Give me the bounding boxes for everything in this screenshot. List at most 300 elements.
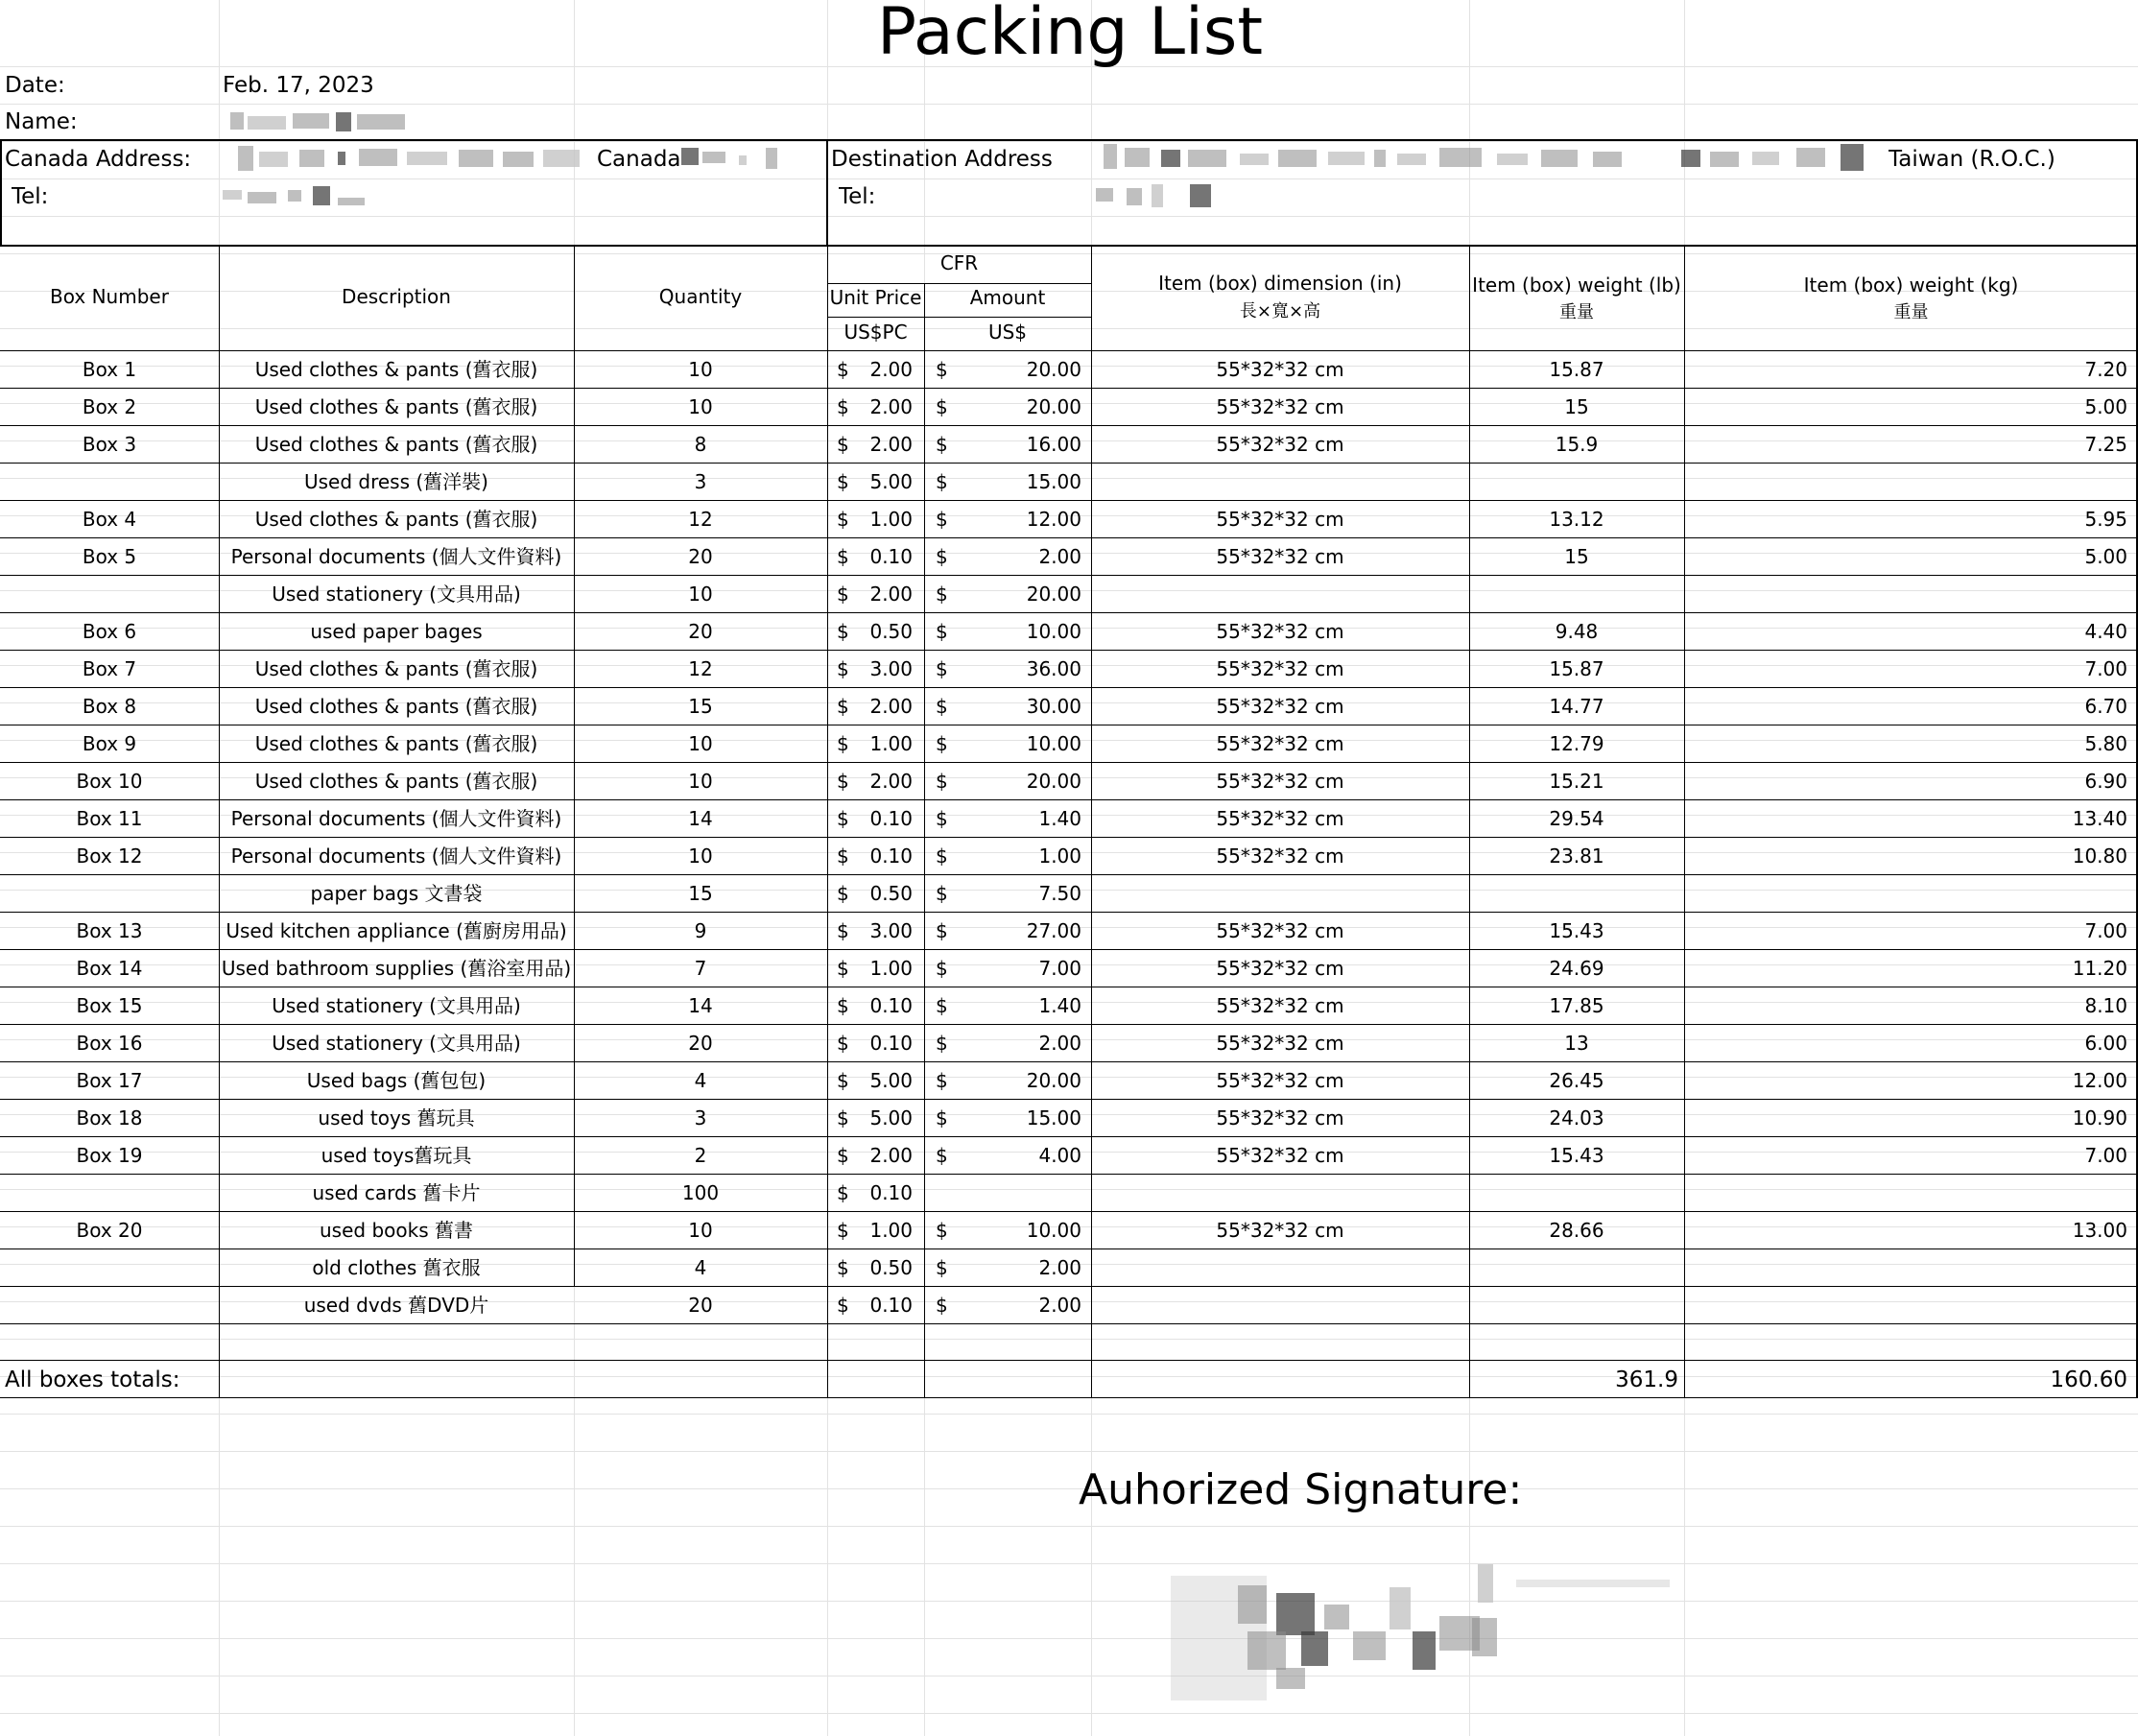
item-description: Used clothes & pants (舊衣服): [254, 695, 538, 718]
unit-price-symbol: $: [837, 844, 849, 868]
box-dimension: 55*32*32 cm: [1216, 545, 1344, 568]
item-quantity: 12: [688, 657, 713, 680]
box-dimension: [1091, 464, 1469, 501]
box-number: [0, 1287, 219, 1324]
box-dimension: 55*32*32 cm: [1216, 732, 1344, 755]
amount-symbol: $: [936, 358, 948, 381]
amount-value: 7.00: [1038, 957, 1081, 980]
box-dimension: 55*32*32 cm: [1216, 1032, 1344, 1055]
box-dimension: [1091, 1249, 1469, 1287]
amount-symbol: $: [936, 657, 948, 680]
gridline-horizontal: [0, 1563, 2138, 1564]
item-quantity: 14: [688, 994, 713, 1017]
item-description: Used bags (舊包包): [306, 1069, 487, 1092]
box-weight-kg: 6.90: [2084, 770, 2127, 793]
item-quantity: 2: [694, 1144, 707, 1167]
box-weight-kg: 4.40: [2084, 620, 2127, 643]
box-weight-lb: 24.69: [1549, 957, 1604, 980]
item-quantity: 15: [688, 882, 713, 905]
item-quantity: 20: [688, 1032, 713, 1055]
box-weight-kg: 7.00: [2084, 657, 2127, 680]
unit-price-symbol: $: [837, 1144, 849, 1167]
box-dimension: 55*32*32 cm: [1216, 994, 1344, 1017]
box-dimension: 55*32*32 cm: [1216, 1144, 1344, 1167]
item-description: Used clothes & pants (舊衣服): [254, 395, 538, 418]
item-quantity: 10: [688, 1219, 713, 1242]
unit-price-value: 0.10: [869, 807, 913, 830]
gridline-horizontal: [0, 1526, 2138, 1527]
item-quantity: 3: [694, 1106, 707, 1130]
amount-value: 20.00: [1026, 770, 1081, 793]
box-weight-kg: 5.80: [2084, 732, 2127, 755]
item-description: Used clothes & pants (舊衣服): [254, 732, 538, 755]
totals-label: All boxes totals:: [5, 1367, 180, 1392]
border-line: [826, 139, 828, 246]
amount-value: 30.00: [1026, 695, 1081, 718]
unit-price-value: 0.10: [869, 1032, 913, 1055]
item-quantity: 15: [688, 695, 713, 718]
amount-symbol: $: [936, 508, 948, 531]
box-dimension: 55*32*32 cm: [1216, 919, 1344, 942]
amount-value: 10.00: [1026, 1219, 1081, 1242]
header-weight-kg: Item (box) weight (kg): [1803, 273, 2019, 297]
unit-price-symbol: $: [837, 882, 849, 905]
item-description: Used dress (舊洋裝): [303, 470, 488, 493]
item-description: Used clothes & pants (舊衣服): [254, 508, 538, 531]
box-number: Box 10: [76, 770, 143, 793]
signature-label: Auhorized Signature:: [1079, 1465, 1523, 1514]
destination-country: Taiwan (R.O.C.): [1889, 147, 2055, 172]
item-quantity: 10: [688, 770, 713, 793]
unit-price-symbol: $: [837, 583, 849, 606]
amount-value: 2.00: [1038, 1032, 1081, 1055]
box-weight-kg: 5.95: [2084, 508, 2127, 531]
box-weight-kg: 6.70: [2084, 695, 2127, 718]
box-weight-lb: [1469, 464, 1684, 501]
canada-country: Canada: [597, 147, 681, 172]
box-number: Box 19: [76, 1144, 143, 1167]
unit-price-symbol: $: [837, 657, 849, 680]
item-description: Used clothes & pants (舊衣服): [254, 433, 538, 456]
item-quantity: 100: [681, 1181, 720, 1204]
item-quantity: 10: [688, 583, 713, 606]
amount-symbol: $: [936, 545, 948, 568]
unit-price-value: 0.10: [869, 844, 913, 868]
box-dimension: 55*32*32 cm: [1216, 957, 1344, 980]
box-weight-kg: 6.00: [2084, 1032, 2127, 1055]
box-dimension: 55*32*32 cm: [1216, 1106, 1344, 1130]
box-number: [0, 1175, 219, 1212]
header-description: Description: [342, 285, 451, 308]
item-quantity: 9: [694, 919, 707, 942]
box-weight-lb: 29.54: [1549, 807, 1604, 830]
date-value: Feb. 17, 2023: [223, 73, 374, 98]
amount-symbol: $: [936, 1144, 948, 1167]
destination-address-label: Destination Address: [831, 147, 1053, 172]
box-dimension: 55*32*32 cm: [1216, 433, 1344, 456]
box-weight-kg: 10.90: [2072, 1106, 2127, 1130]
unit-price-symbol: $: [837, 395, 849, 418]
box-weight-kg: 11.20: [2072, 957, 2127, 980]
item-quantity: 10: [688, 844, 713, 868]
box-dimension: 55*32*32 cm: [1216, 620, 1344, 643]
unit-price-symbol: $: [837, 1294, 849, 1317]
box-weight-kg: [1684, 1249, 2127, 1287]
box-number: Box 18: [76, 1106, 143, 1130]
item-description: used toys 舊玩具: [318, 1106, 475, 1130]
gridline-horizontal: [0, 1713, 2138, 1714]
box-number: Box 2: [82, 395, 137, 418]
unit-price-value: 0.50: [869, 620, 913, 643]
box-number: Box 3: [82, 433, 137, 456]
unit-price-symbol: $: [837, 470, 849, 493]
amount-symbol: $: [936, 882, 948, 905]
header-unit-price-currency: US$PC: [843, 321, 908, 344]
gridline-horizontal: [0, 1488, 2138, 1489]
unit-price-symbol: $: [837, 1032, 849, 1055]
box-weight-lb: 15: [1564, 545, 1589, 568]
box-weight-kg: [1684, 464, 2127, 501]
item-description: Personal documents (個人文件資料): [230, 545, 562, 568]
item-description: used cards 舊卡片: [312, 1181, 481, 1204]
box-weight-lb: 15.9: [1555, 433, 1599, 456]
box-weight-lb: [1469, 576, 1684, 613]
unit-price-symbol: $: [837, 433, 849, 456]
box-number: Box 5: [82, 545, 137, 568]
box-weight-kg: 7.00: [2084, 919, 2127, 942]
amount-symbol: $: [936, 957, 948, 980]
box-weight-lb: 9.48: [1555, 620, 1599, 643]
box-weight-kg: 7.20: [2084, 358, 2127, 381]
amount-symbol: $: [936, 732, 948, 755]
unit-price-value: 2.00: [869, 770, 913, 793]
box-weight-kg: 5.00: [2084, 395, 2127, 418]
item-quantity: 20: [688, 545, 713, 568]
unit-price-symbol: $: [837, 994, 849, 1017]
item-description: Used kitchen appliance (舊廚房用品): [226, 919, 567, 942]
unit-price-value: 0.10: [869, 994, 913, 1017]
box-weight-lb: 14.77: [1549, 695, 1604, 718]
amount-value: 12.00: [1026, 508, 1081, 531]
border-line: [0, 139, 2, 246]
unit-price-value: 0.10: [869, 1294, 913, 1317]
amount-value: 10.00: [1026, 732, 1081, 755]
box-weight-kg: [1684, 1287, 2127, 1324]
box-weight-kg: [1684, 1175, 2127, 1212]
item-description: old clothes 舊衣服: [312, 1256, 481, 1279]
item-description: Used stationery (文具用品): [272, 994, 521, 1017]
box-number: Box 7: [82, 657, 137, 680]
box-weight-lb: 15.43: [1549, 919, 1604, 942]
box-weight-lb: 17.85: [1549, 994, 1604, 1017]
unit-price-value: 1.00: [869, 1219, 913, 1242]
unit-price-value: 5.00: [869, 1069, 913, 1092]
amount-symbol: $: [936, 620, 948, 643]
amount-symbol: $: [936, 994, 948, 1017]
total-weight-kg: 160.60: [2050, 1367, 2127, 1392]
amount-value: 7.50: [1038, 882, 1081, 905]
unit-price-value: 0.50: [869, 882, 913, 905]
unit-price-value: 2.00: [869, 395, 913, 418]
box-number: [0, 464, 219, 501]
box-number: Box 9: [82, 732, 137, 755]
amount-value: 16.00: [1026, 433, 1081, 456]
item-quantity: 7: [694, 957, 707, 980]
amount-symbol: $: [936, 1219, 948, 1242]
unit-price-symbol: $: [837, 545, 849, 568]
box-weight-kg: [1684, 875, 2127, 913]
box-dimension: 55*32*32 cm: [1216, 1219, 1344, 1242]
box-weight-kg: 13.00: [2072, 1219, 2127, 1242]
unit-price-symbol: $: [837, 1256, 849, 1279]
box-number: [0, 875, 219, 913]
box-number: Box 20: [76, 1219, 143, 1242]
box-dimension: 55*32*32 cm: [1216, 508, 1344, 531]
box-weight-lb: 23.81: [1549, 844, 1604, 868]
box-weight-lb: [1469, 1287, 1684, 1324]
box-number: Box 14: [76, 957, 143, 980]
amount-value: 2.00: [1038, 1256, 1081, 1279]
item-description: Personal documents (個人文件資料): [230, 844, 562, 868]
box-weight-kg: 7.25: [2084, 433, 2127, 456]
gridline-horizontal: [0, 178, 2138, 179]
box-number: [0, 1249, 219, 1287]
border-line: [827, 317, 1091, 318]
amount-symbol: $: [936, 1069, 948, 1092]
border-line: [0, 1360, 2138, 1361]
tel-label-left: Tel:: [12, 184, 49, 209]
box-number: [0, 576, 219, 613]
box-weight-lb: [1469, 1175, 1684, 1212]
amount-symbol: $: [936, 844, 948, 868]
box-weight-lb: 12.79: [1549, 732, 1604, 755]
header-unit-price: Unit Price: [829, 286, 922, 309]
amount-value: 1.40: [1038, 807, 1081, 830]
item-quantity: 14: [688, 807, 713, 830]
header-dimension: Item (box) dimension (in): [1158, 272, 1402, 295]
unit-price-symbol: $: [837, 919, 849, 942]
unit-price-value: 5.00: [869, 1106, 913, 1130]
unit-price-symbol: $: [837, 770, 849, 793]
unit-price-symbol: $: [837, 695, 849, 718]
box-weight-lb: [1469, 875, 1684, 913]
box-dimension: 55*32*32 cm: [1216, 844, 1344, 868]
box-dimension: 55*32*32 cm: [1216, 395, 1344, 418]
amount-symbol: $: [936, 1106, 948, 1130]
header-box-number: Box Number: [50, 285, 169, 308]
box-dimension: 55*32*32 cm: [1216, 657, 1344, 680]
border-line: [0, 245, 2138, 247]
item-description: Used clothes & pants (舊衣服): [254, 358, 538, 381]
item-quantity: 10: [688, 395, 713, 418]
item-description: used dvds 舊DVD片: [303, 1294, 489, 1317]
item-quantity: 8: [694, 433, 707, 456]
unit-price-value: 0.10: [869, 1181, 913, 1204]
border-line: [1469, 246, 1470, 351]
unit-price-symbol: $: [837, 957, 849, 980]
box-dimension: [1091, 1287, 1469, 1324]
box-weight-lb: 15.87: [1549, 358, 1604, 381]
item-description: paper bags 文書袋: [310, 882, 483, 905]
header-weight-kg-sub: 重量: [1893, 302, 1929, 322]
box-number: Box 13: [76, 919, 143, 942]
item-quantity: 10: [688, 732, 713, 755]
gridline-horizontal: [0, 1601, 2138, 1602]
gridline-horizontal: [0, 216, 2138, 217]
amount-symbol: $: [936, 807, 948, 830]
amount-symbol: $: [936, 1294, 948, 1317]
amount-value: 15.00: [1026, 1106, 1081, 1130]
header-weight-lb: Item (box) weight (lb): [1472, 273, 1681, 297]
item-quantity: 10: [688, 358, 713, 381]
total-weight-lb: 361.9: [1615, 1367, 1678, 1392]
unit-price-value: 2.00: [869, 583, 913, 606]
header-quantity: Quantity: [658, 285, 743, 308]
unit-price-value: 1.00: [869, 732, 913, 755]
amount-symbol: $: [936, 395, 948, 418]
unit-price-symbol: $: [837, 620, 849, 643]
unit-price-symbol: $: [837, 1069, 849, 1092]
unit-price-symbol: $: [837, 358, 849, 381]
box-number: Box 6: [82, 620, 137, 643]
box-weight-kg: [1684, 576, 2127, 613]
amount-value: 2.00: [1038, 1294, 1081, 1317]
unit-price-value: 2.00: [869, 358, 913, 381]
gridline-horizontal: [0, 1638, 2138, 1639]
header-amount: Amount: [969, 286, 1046, 309]
amount-symbol: $: [936, 433, 948, 456]
border-line: [1684, 246, 1685, 351]
box-weight-lb: 15: [1564, 395, 1589, 418]
box-weight-lb: 26.45: [1549, 1069, 1604, 1092]
amount-value: 15.00: [1026, 470, 1081, 493]
unit-price-symbol: $: [837, 508, 849, 531]
amount-value: 20.00: [1026, 358, 1081, 381]
amount-value: 36.00: [1026, 657, 1081, 680]
item-description: Used clothes & pants (舊衣服): [254, 770, 538, 793]
item-quantity: 20: [688, 1294, 713, 1317]
box-weight-kg: 8.10: [2084, 994, 2127, 1017]
date-label: Date:: [5, 73, 65, 98]
header-cfr: CFR: [939, 251, 979, 274]
unit-price-symbol: $: [837, 1219, 849, 1242]
box-number: Box 1: [82, 358, 137, 381]
unit-price-symbol: $: [837, 807, 849, 830]
name-label: Name:: [5, 109, 78, 134]
amount-symbol: $: [936, 695, 948, 718]
box-dimension: 55*32*32 cm: [1216, 1069, 1344, 1092]
box-weight-lb: 13.12: [1549, 508, 1604, 531]
unit-price-value: 5.00: [869, 470, 913, 493]
amount-symbol: $: [936, 1256, 948, 1279]
box-dimension: 55*32*32 cm: [1216, 358, 1344, 381]
box-weight-kg: 5.00: [2084, 545, 2127, 568]
item-description: Used bathroom supplies (舊浴室用品): [221, 957, 572, 980]
amount-value: 2.00: [1038, 545, 1081, 568]
gridline-horizontal: [0, 1451, 2138, 1452]
box-dimension: 55*32*32 cm: [1216, 807, 1344, 830]
item-description: used toys舊玩具: [321, 1144, 472, 1167]
amount-value: 10.00: [1026, 620, 1081, 643]
item-description: used paper bages: [310, 620, 483, 643]
box-dimension: 55*32*32 cm: [1216, 770, 1344, 793]
box-weight-lb: 15.43: [1549, 1144, 1604, 1167]
box-weight-kg: 13.40: [2072, 807, 2127, 830]
item-quantity: 12: [688, 508, 713, 531]
unit-price-value: 1.00: [869, 508, 913, 531]
item-quantity: 4: [694, 1069, 707, 1092]
box-number: Box 4: [82, 508, 137, 531]
box-dimension: [1091, 576, 1469, 613]
box-weight-lb: 28.66: [1549, 1219, 1604, 1242]
box-weight-kg: 12.00: [2072, 1069, 2127, 1092]
unit-price-symbol: $: [837, 1106, 849, 1130]
box-number: Box 17: [76, 1069, 143, 1092]
unit-price-symbol: $: [837, 732, 849, 755]
item-description: Used stationery (文具用品): [272, 1032, 521, 1055]
amount-value: 20.00: [1026, 583, 1081, 606]
item-description: Personal documents (個人文件資料): [230, 807, 562, 830]
box-number: Box 8: [82, 695, 137, 718]
item-quantity: 3: [694, 470, 707, 493]
box-dimension: [1091, 1175, 1469, 1212]
unit-price-value: 0.10: [869, 545, 913, 568]
item-quantity: 20: [688, 620, 713, 643]
box-number: Box 16: [76, 1032, 143, 1055]
amount-symbol: $: [936, 1032, 948, 1055]
box-dimension: [1091, 875, 1469, 913]
box-number: Box 15: [76, 994, 143, 1017]
gridline-horizontal: [0, 1676, 2138, 1677]
amount-value: 4.00: [1038, 1144, 1081, 1167]
header-amount-currency: US$: [987, 321, 1028, 344]
box-weight-lb: 15.87: [1549, 657, 1604, 680]
item-quantity: 4: [694, 1256, 707, 1279]
amount-value: 20.00: [1026, 1069, 1081, 1092]
box-weight-lb: 24.03: [1549, 1106, 1604, 1130]
box-weight-lb: [1469, 1249, 1684, 1287]
box-weight-lb: 13: [1564, 1032, 1589, 1055]
unit-price-value: 3.00: [869, 657, 913, 680]
item-description: Used stationery (文具用品): [272, 583, 521, 606]
unit-price-value: 2.00: [869, 695, 913, 718]
unit-price-value: 2.00: [869, 433, 913, 456]
unit-price-value: 0.50: [869, 1256, 913, 1279]
gridline-horizontal: [0, 1414, 2138, 1415]
amount-symbol: $: [936, 919, 948, 942]
box-number: Box 12: [76, 844, 143, 868]
tel-label-right: Tel:: [839, 184, 876, 209]
unit-price-symbol: $: [837, 1181, 849, 1204]
amount-value: 1.00: [1038, 844, 1081, 868]
box-dimension: 55*32*32 cm: [1216, 695, 1344, 718]
amount-value: 27.00: [1026, 919, 1081, 942]
box-weight-kg: 10.80: [2072, 844, 2127, 868]
unit-price-value: 1.00: [869, 957, 913, 980]
item-description: Used clothes & pants (舊衣服): [254, 657, 538, 680]
amount-symbol: $: [936, 470, 948, 493]
gridline-horizontal: [0, 1339, 2138, 1340]
box-number: Box 11: [76, 807, 143, 830]
unit-price-value: 3.00: [869, 919, 913, 942]
box-weight-lb: 15.21: [1549, 770, 1604, 793]
header-dimension-sub: 長×寬×高: [1239, 301, 1321, 321]
amount-value: 1.40: [1038, 994, 1081, 1017]
item-description: used books 舊書: [320, 1219, 473, 1242]
canada-address-label: Canada Address:: [5, 147, 192, 172]
amount-symbol: $: [936, 583, 948, 606]
unit-price-value: 2.00: [869, 1144, 913, 1167]
